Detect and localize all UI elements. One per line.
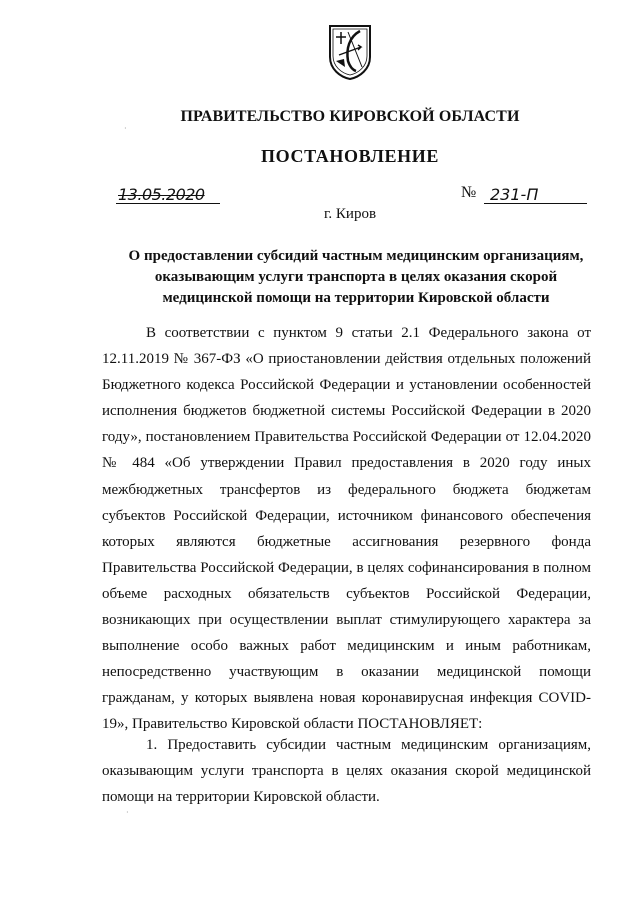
document-number: 231-П — [484, 186, 587, 204]
clause-1-paragraph: 1. Предоставить субсидии частным медицинским организациям, оказывающим услуги транспорта в целях оказания скорой медицинской помощи на территории Кировской области. — [102, 737, 591, 806]
document-date: 13.05.2020 — [116, 186, 220, 204]
organization-name: ПРАВИТЕЛЬСТВО КИРОВСКОЙ ОБЛАСТИ — [180, 108, 520, 125]
document-type-heading: ПОСТАНОВЛЕНИЕ — [261, 146, 439, 166]
document-title: О предоставлении субсидий частным медицинским организациям, оказывающим услуги транспорта в целях оказания скорой медицинской помощи на территории Кировской области — [128, 248, 584, 306]
document-number-sign: № — [461, 184, 477, 201]
scan-speck: · — [124, 124, 127, 133]
scan-speck: · — [126, 808, 129, 817]
document-city: г. Киров — [323, 206, 377, 222]
preamble-paragraph: В соответствии с пунктом 9 статьи 2.1 Федерального закона от 12.11.2019 № 367-ФЗ «О приостановлении действия отдельных положений Бюджетного кодекса Российской Федерации и установлении особенностей исполнения бюджетов бюджетной системы Российской Федерации в 2020 году», постановлением Правительства Российской Федерации от 12.04.2020 № 484 «Об утверждении Правил предоставления в 2020 году иных межбюджетных трансфертов из федерального бюджета бюджетам субъектов Российской Федерации, источником финансового обеспечения которых являются бюджетные ассигнования резервного фонда Правительства Российской Федерации, в целях софинансирования в полном объеме расходных обязательств субъектов Российской Федерации, возникающих при осуществлении выплат стимулирующего характера за выполнение особо важных работ медицинским и иным работникам, непосредственно участвующим в оказании медицинской помощи гражданам, у которых выявлена новая коронавирусная инфекция COVID-19», Правительство Кировской области ПОСТАНОВЛЯЕТ: — [102, 325, 591, 733]
kirov-oblast-coat-of-arms-icon — [327, 23, 373, 81]
